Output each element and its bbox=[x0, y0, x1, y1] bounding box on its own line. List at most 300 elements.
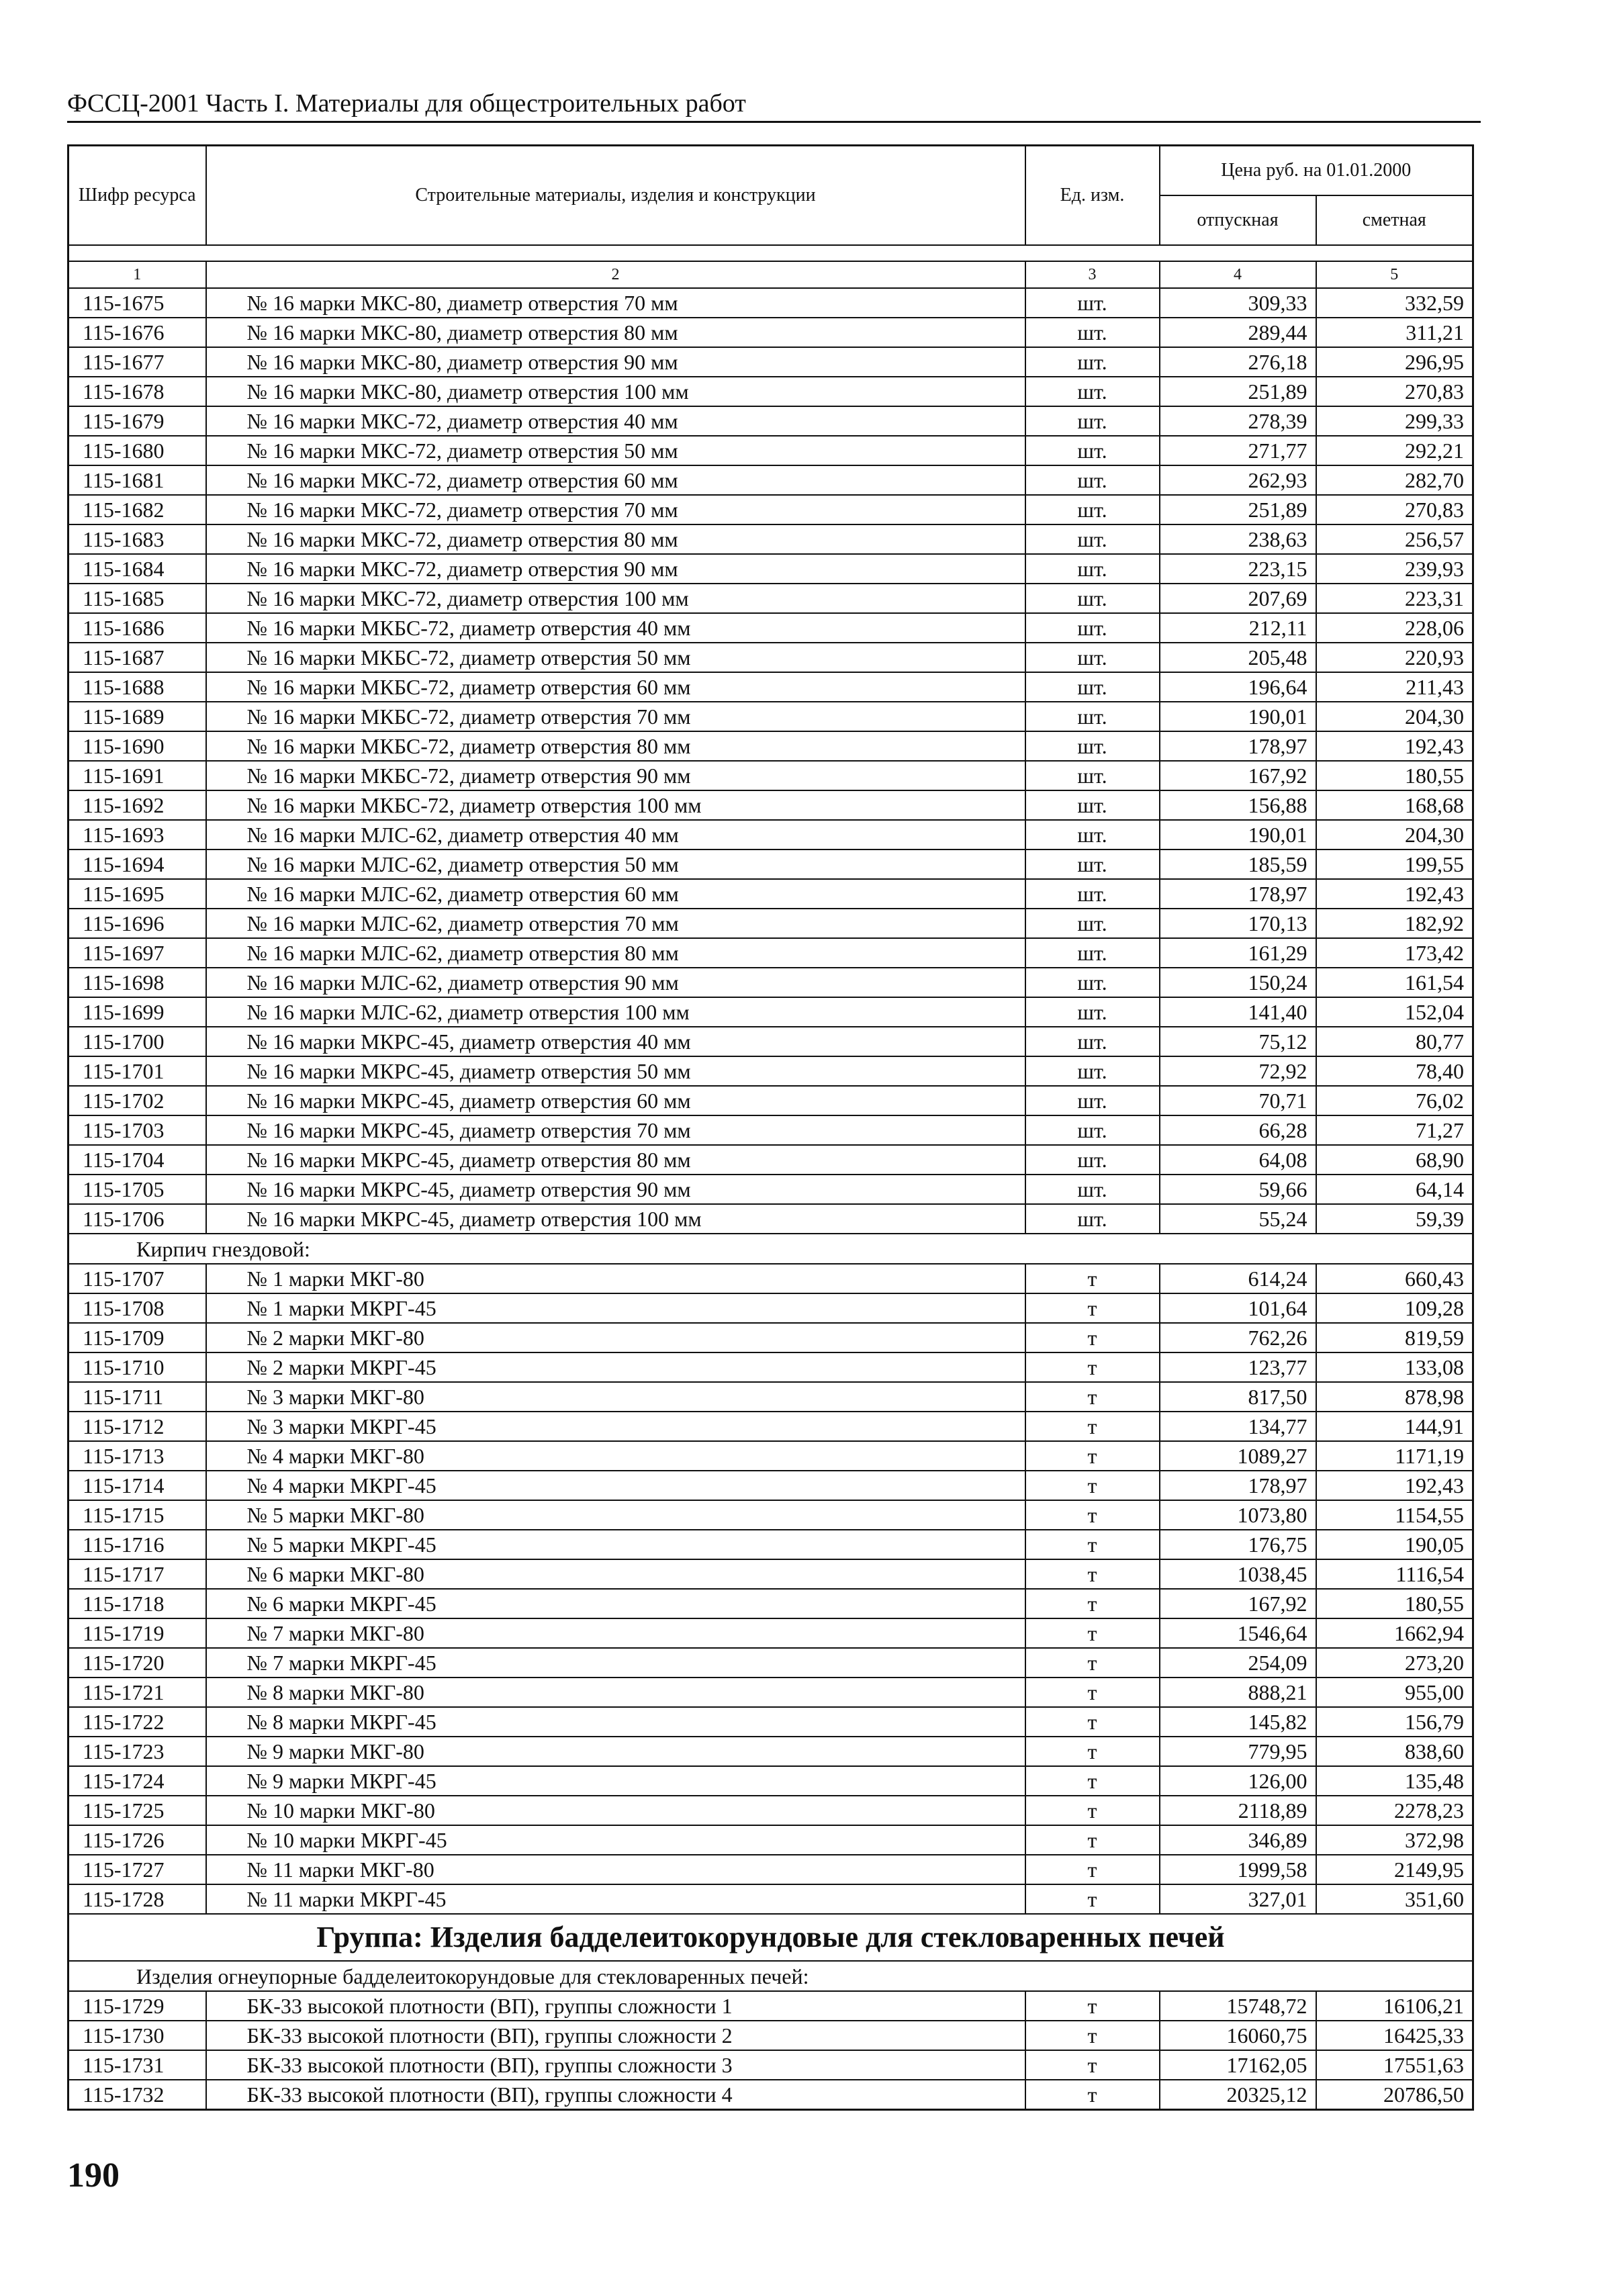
unit-cell: шт. bbox=[1025, 1056, 1160, 1086]
unit-cell: шт. bbox=[1025, 1145, 1160, 1175]
material-name-cell: № 16 марки МКРС-45, диаметр отверстия 50 мм bbox=[206, 1056, 1025, 1086]
release-price-cell: 123,77 bbox=[1160, 1352, 1316, 1382]
release-price-cell: 1073,80 bbox=[1160, 1500, 1316, 1530]
estimate-price-cell: 17551,63 bbox=[1316, 2050, 1473, 2080]
estimate-price-cell: 273,20 bbox=[1316, 1648, 1473, 1678]
column-header-release: отпускная bbox=[1160, 195, 1316, 245]
column-numbers-row bbox=[68, 261, 1473, 288]
estimate-price-cell: 173,42 bbox=[1316, 938, 1473, 968]
table-row bbox=[68, 1086, 1473, 1115]
unit-cell: шт. bbox=[1025, 909, 1160, 938]
release-price-cell: 278,39 bbox=[1160, 406, 1316, 436]
material-name-cell: № 16 марки МКС-80, диаметр отверстия 90 мм bbox=[206, 347, 1025, 377]
material-name-cell: № 16 марки МКБС-72, диаметр отверстия 40 мм bbox=[206, 613, 1025, 643]
estimate-price-cell: 228,06 bbox=[1316, 613, 1473, 643]
estimate-price-cell: 270,83 bbox=[1316, 377, 1473, 406]
estimate-price-cell: 351,60 bbox=[1316, 1884, 1473, 1914]
release-price-cell: 126,00 bbox=[1160, 1766, 1316, 1796]
unit-cell: т bbox=[1025, 1737, 1160, 1766]
material-name-cell: № 2 марки МКРГ-45 bbox=[206, 1352, 1025, 1382]
table-row bbox=[68, 909, 1473, 938]
unit-cell: т bbox=[1025, 1264, 1160, 1293]
unit-cell: шт. bbox=[1025, 790, 1160, 820]
resource-code-cell: 115-1716 bbox=[68, 1530, 206, 1559]
resource-code-cell: 115-1700 bbox=[68, 1027, 206, 1056]
unit-cell: шт. bbox=[1025, 495, 1160, 524]
column-number: 2 bbox=[206, 261, 1025, 288]
unit-cell: шт. bbox=[1025, 318, 1160, 347]
table-row bbox=[68, 1264, 1473, 1293]
release-price-cell: 223,15 bbox=[1160, 554, 1316, 584]
release-price-cell: 762,26 bbox=[1160, 1323, 1316, 1352]
estimate-price-cell: 2149,95 bbox=[1316, 1855, 1473, 1884]
release-price-cell: 289,44 bbox=[1160, 318, 1316, 347]
unit-cell: шт. bbox=[1025, 436, 1160, 465]
table-row bbox=[68, 1352, 1473, 1382]
section-label: Кирпич гнездовой: bbox=[68, 1234, 1473, 1264]
resource-code-cell: 115-1724 bbox=[68, 1766, 206, 1796]
section-b bbox=[68, 1234, 1473, 1264]
material-name-cell: № 16 марки МКБС-72, диаметр отверстия 80 мм bbox=[206, 731, 1025, 761]
material-name-cell: № 16 марки МКС-72, диаметр отверстия 40 мм bbox=[206, 406, 1025, 436]
table-row bbox=[68, 938, 1473, 968]
estimate-price-cell: 660,43 bbox=[1316, 1264, 1473, 1293]
resource-code-cell: 115-1684 bbox=[68, 554, 206, 584]
release-price-cell: 20325,12 bbox=[1160, 2080, 1316, 2110]
estimate-price-cell: 838,60 bbox=[1316, 1737, 1473, 1766]
unit-cell: т bbox=[1025, 1618, 1160, 1648]
release-price-cell: 64,08 bbox=[1160, 1145, 1316, 1175]
unit-cell: шт. bbox=[1025, 968, 1160, 997]
release-price-cell: 17162,05 bbox=[1160, 2050, 1316, 2080]
resource-code-cell: 115-1720 bbox=[68, 1648, 206, 1678]
release-price-cell: 178,97 bbox=[1160, 879, 1316, 909]
resource-code-cell: 115-1690 bbox=[68, 731, 206, 761]
unit-cell: шт. bbox=[1025, 347, 1160, 377]
material-name-cell: № 10 марки МКГ-80 bbox=[206, 1796, 1025, 1825]
unit-cell: шт. bbox=[1025, 820, 1160, 849]
estimate-price-cell: 71,27 bbox=[1316, 1115, 1473, 1145]
material-name-cell: БК-33 высокой плотности (ВП), группы сложности 2 bbox=[206, 2021, 1025, 2050]
column-number: 1 bbox=[68, 261, 206, 288]
unit-cell: т bbox=[1025, 1500, 1160, 1530]
table-row bbox=[68, 761, 1473, 790]
table-row bbox=[68, 1412, 1473, 1441]
column-header-price-group: Цена руб. на 01.01.2000 bbox=[1160, 146, 1473, 196]
estimate-price-cell: 78,40 bbox=[1316, 1056, 1473, 1086]
resource-code-cell: 115-1729 bbox=[68, 1991, 206, 2021]
release-price-cell: 185,59 bbox=[1160, 849, 1316, 879]
unit-cell: шт. bbox=[1025, 288, 1160, 318]
unit-cell: шт. bbox=[1025, 702, 1160, 731]
estimate-price-cell: 152,04 bbox=[1316, 997, 1473, 1027]
estimate-price-cell: 1154,55 bbox=[1316, 1500, 1473, 1530]
table-row bbox=[68, 1500, 1473, 1530]
release-price-cell: 101,64 bbox=[1160, 1293, 1316, 1323]
release-price-cell: 150,24 bbox=[1160, 968, 1316, 997]
estimate-price-cell: 133,08 bbox=[1316, 1352, 1473, 1382]
section-c bbox=[68, 1914, 1473, 1991]
table-row bbox=[68, 2050, 1473, 2080]
table-row bbox=[68, 288, 1473, 318]
release-price-cell: 59,66 bbox=[1160, 1175, 1316, 1204]
unit-cell: т bbox=[1025, 1855, 1160, 1884]
release-price-cell: 262,93 bbox=[1160, 465, 1316, 495]
material-name-cell: БК-33 высокой плотности (ВП), группы сложности 4 bbox=[206, 2080, 1025, 2110]
material-name-cell: № 16 марки МКРС-45, диаметр отверстия 60 мм bbox=[206, 1086, 1025, 1115]
material-name-cell: № 4 марки МКРГ-45 bbox=[206, 1471, 1025, 1500]
resource-code-cell: 115-1727 bbox=[68, 1855, 206, 1884]
release-price-cell: 888,21 bbox=[1160, 1678, 1316, 1707]
release-price-cell: 1089,27 bbox=[1160, 1441, 1316, 1471]
release-price-cell: 346,89 bbox=[1160, 1825, 1316, 1855]
material-name-cell: № 5 марки МКГ-80 bbox=[206, 1500, 1025, 1530]
release-price-cell: 190,01 bbox=[1160, 820, 1316, 849]
release-price-cell: 779,95 bbox=[1160, 1737, 1316, 1766]
table-row bbox=[68, 1707, 1473, 1737]
estimate-price-cell: 192,43 bbox=[1316, 1471, 1473, 1500]
resource-code-cell: 115-1698 bbox=[68, 968, 206, 997]
unit-cell: т bbox=[1025, 1825, 1160, 1855]
table-row bbox=[68, 1796, 1473, 1825]
resource-code-cell: 115-1723 bbox=[68, 1737, 206, 1766]
material-name-cell: № 16 марки МКРС-45, диаметр отверстия 90 мм bbox=[206, 1175, 1025, 1204]
unit-cell: шт. bbox=[1025, 584, 1160, 613]
material-name-cell: № 16 марки МКС-72, диаметр отверстия 50 мм bbox=[206, 436, 1025, 465]
table-row bbox=[68, 702, 1473, 731]
release-price-cell: 251,89 bbox=[1160, 377, 1316, 406]
material-name-cell: № 1 марки МКГ-80 bbox=[206, 1264, 1025, 1293]
table-row bbox=[68, 1115, 1473, 1145]
unit-cell: шт. bbox=[1025, 761, 1160, 790]
estimate-price-cell: 59,39 bbox=[1316, 1204, 1473, 1234]
table-row bbox=[68, 584, 1473, 613]
estimate-price-cell: 239,93 bbox=[1316, 554, 1473, 584]
column-header-estimate: сметная bbox=[1316, 195, 1473, 245]
table-row bbox=[68, 613, 1473, 643]
table-row bbox=[68, 1991, 1473, 2021]
material-name-cell: № 16 марки МКС-72, диаметр отверстия 90 мм bbox=[206, 554, 1025, 584]
release-price-cell: 251,89 bbox=[1160, 495, 1316, 524]
release-price-cell: 178,97 bbox=[1160, 731, 1316, 761]
unit-cell: шт. bbox=[1025, 377, 1160, 406]
unit-cell: шт. bbox=[1025, 554, 1160, 584]
material-name-cell: № 16 марки МЛС-62, диаметр отверстия 50 мм bbox=[206, 849, 1025, 879]
estimate-price-cell: 292,21 bbox=[1316, 436, 1473, 465]
estimate-price-cell: 161,54 bbox=[1316, 968, 1473, 997]
estimate-price-cell: 180,55 bbox=[1316, 761, 1473, 790]
unit-cell: т bbox=[1025, 1678, 1160, 1707]
unit-cell: т bbox=[1025, 1441, 1160, 1471]
table-row bbox=[68, 643, 1473, 672]
material-name-cell: № 16 марки МКС-80, диаметр отверстия 100 мм bbox=[206, 377, 1025, 406]
header-gap bbox=[68, 245, 1473, 261]
resource-code-cell: 115-1717 bbox=[68, 1559, 206, 1589]
estimate-price-cell: 16425,33 bbox=[1316, 2021, 1473, 2050]
unit-cell: шт. bbox=[1025, 1115, 1160, 1145]
resource-code-cell: 115-1728 bbox=[68, 1884, 206, 1914]
material-name-cell: № 16 марки МКС-72, диаметр отверстия 60 мм bbox=[206, 465, 1025, 495]
material-name-cell: № 16 марки МЛС-62, диаметр отверстия 40 мм bbox=[206, 820, 1025, 849]
resource-code-cell: 115-1694 bbox=[68, 849, 206, 879]
table-row bbox=[68, 1204, 1473, 1234]
material-name-cell: № 7 марки МКГ-80 bbox=[206, 1618, 1025, 1648]
release-price-cell: 196,64 bbox=[1160, 672, 1316, 702]
material-name-cell: № 10 марки МКРГ-45 bbox=[206, 1825, 1025, 1855]
unit-cell: шт. bbox=[1025, 879, 1160, 909]
resource-code-cell: 115-1732 bbox=[68, 2080, 206, 2110]
resource-code-cell: 115-1689 bbox=[68, 702, 206, 731]
resource-code-cell: 115-1708 bbox=[68, 1293, 206, 1323]
table-row bbox=[68, 347, 1473, 377]
resource-code-cell: 115-1731 bbox=[68, 2050, 206, 2080]
rows-group-b bbox=[68, 1264, 1473, 1914]
estimate-price-cell: 878,98 bbox=[1316, 1382, 1473, 1412]
resource-code-cell: 115-1714 bbox=[68, 1471, 206, 1500]
material-name-cell: № 8 марки МКГ-80 bbox=[206, 1678, 1025, 1707]
release-price-cell: 309,33 bbox=[1160, 288, 1316, 318]
table-row bbox=[68, 879, 1473, 909]
unit-cell: шт. bbox=[1025, 524, 1160, 554]
estimate-price-cell: 296,95 bbox=[1316, 347, 1473, 377]
unit-cell: т bbox=[1025, 1796, 1160, 1825]
estimate-price-cell: 256,57 bbox=[1316, 524, 1473, 554]
resource-code-cell: 115-1710 bbox=[68, 1352, 206, 1382]
table-row bbox=[68, 1175, 1473, 1204]
material-name-cell: № 9 марки МКГ-80 bbox=[206, 1737, 1025, 1766]
estimate-price-cell: 192,43 bbox=[1316, 879, 1473, 909]
release-price-cell: 15748,72 bbox=[1160, 1991, 1316, 2021]
release-price-cell: 178,97 bbox=[1160, 1471, 1316, 1500]
resource-code-cell: 115-1712 bbox=[68, 1412, 206, 1441]
unit-cell: шт. bbox=[1025, 849, 1160, 879]
estimate-price-cell: 220,93 bbox=[1316, 643, 1473, 672]
release-price-cell: 161,29 bbox=[1160, 938, 1316, 968]
resource-code-cell: 115-1719 bbox=[68, 1618, 206, 1648]
unit-cell: т bbox=[1025, 1530, 1160, 1559]
material-name-cell: № 16 марки МКРС-45, диаметр отверстия 100 мм bbox=[206, 1204, 1025, 1234]
unit-cell: т bbox=[1025, 1707, 1160, 1737]
resource-code-cell: 115-1703 bbox=[68, 1115, 206, 1145]
material-name-cell: № 16 марки МКБС-72, диаметр отверстия 100 мм bbox=[206, 790, 1025, 820]
resource-code-cell: 115-1721 bbox=[68, 1678, 206, 1707]
release-price-cell: 276,18 bbox=[1160, 347, 1316, 377]
table-row bbox=[68, 436, 1473, 465]
estimate-price-cell: 76,02 bbox=[1316, 1086, 1473, 1115]
resource-code-cell: 115-1701 bbox=[68, 1056, 206, 1086]
resource-code-cell: 115-1691 bbox=[68, 761, 206, 790]
table-row bbox=[68, 820, 1473, 849]
table-row bbox=[68, 672, 1473, 702]
release-price-cell: 817,50 bbox=[1160, 1382, 1316, 1412]
release-price-cell: 254,09 bbox=[1160, 1648, 1316, 1678]
material-name-cell: № 16 марки МКРС-45, диаметр отверстия 70 мм bbox=[206, 1115, 1025, 1145]
unit-cell: т bbox=[1025, 1412, 1160, 1441]
release-price-cell: 70,71 bbox=[1160, 1086, 1316, 1115]
rows-group-a bbox=[68, 288, 1473, 1234]
table-row bbox=[68, 1441, 1473, 1471]
release-price-cell: 327,01 bbox=[1160, 1884, 1316, 1914]
release-price-cell: 75,12 bbox=[1160, 1027, 1316, 1056]
table-row bbox=[68, 968, 1473, 997]
table-row bbox=[68, 2021, 1473, 2050]
table-row bbox=[68, 1382, 1473, 1412]
unit-cell: шт. bbox=[1025, 465, 1160, 495]
resource-code-cell: 115-1706 bbox=[68, 1204, 206, 1234]
estimate-price-cell: 299,33 bbox=[1316, 406, 1473, 436]
release-price-cell: 145,82 bbox=[1160, 1707, 1316, 1737]
release-price-cell: 141,40 bbox=[1160, 997, 1316, 1027]
material-name-cell: № 16 марки МКС-72, диаметр отверстия 70 мм bbox=[206, 495, 1025, 524]
table-row bbox=[68, 1056, 1473, 1086]
resource-code-cell: 115-1711 bbox=[68, 1382, 206, 1412]
estimate-price-cell: 211,43 bbox=[1316, 672, 1473, 702]
section-row bbox=[68, 1234, 1473, 1264]
estimate-price-cell: 311,21 bbox=[1316, 318, 1473, 347]
release-price-cell: 72,92 bbox=[1160, 1056, 1316, 1086]
resource-code-cell: 115-1699 bbox=[68, 997, 206, 1027]
release-price-cell: 1546,64 bbox=[1160, 1618, 1316, 1648]
estimate-price-cell: 64,14 bbox=[1316, 1175, 1473, 1204]
section-label: Изделия огнеупорные бадделеитокорундовые для стекловаренных печей: bbox=[68, 1961, 1473, 1991]
column-number: 3 bbox=[1025, 261, 1160, 288]
release-price-cell: 156,88 bbox=[1160, 790, 1316, 820]
release-price-cell: 614,24 bbox=[1160, 1264, 1316, 1293]
material-name-cell: № 16 марки МЛС-62, диаметр отверстия 100 мм bbox=[206, 997, 1025, 1027]
release-price-cell: 167,92 bbox=[1160, 761, 1316, 790]
column-number: 4 bbox=[1160, 261, 1316, 288]
table-row bbox=[68, 1293, 1473, 1323]
table-row bbox=[68, 731, 1473, 761]
section-row bbox=[68, 1961, 1473, 1991]
release-price-cell: 190,01 bbox=[1160, 702, 1316, 731]
unit-cell: шт. bbox=[1025, 938, 1160, 968]
estimate-price-cell: 144,91 bbox=[1316, 1412, 1473, 1441]
resource-code-cell: 115-1680 bbox=[68, 436, 206, 465]
resource-code-cell: 115-1696 bbox=[68, 909, 206, 938]
unit-cell: т bbox=[1025, 1589, 1160, 1618]
estimate-price-cell: 282,70 bbox=[1316, 465, 1473, 495]
column-header-name: Строительные материалы, изделия и конструкции bbox=[206, 146, 1025, 246]
table-row bbox=[68, 1678, 1473, 1707]
resource-code-cell: 115-1686 bbox=[68, 613, 206, 643]
resource-code-cell: 115-1687 bbox=[68, 643, 206, 672]
unit-cell: т bbox=[1025, 1766, 1160, 1796]
material-name-cell: № 1 марки МКРГ-45 bbox=[206, 1293, 1025, 1323]
estimate-price-cell: 223,31 bbox=[1316, 584, 1473, 613]
release-price-cell: 2118,89 bbox=[1160, 1796, 1316, 1825]
material-name-cell: № 16 марки МКС-80, диаметр отверстия 80 мм bbox=[206, 318, 1025, 347]
estimate-price-cell: 1662,94 bbox=[1316, 1618, 1473, 1648]
table-row bbox=[68, 554, 1473, 584]
resource-code-cell: 115-1726 bbox=[68, 1825, 206, 1855]
group-heading: Группа: Изделия бадделеитокорундовые для стекловаренных печей bbox=[68, 1914, 1473, 1961]
material-name-cell: № 3 марки МКРГ-45 bbox=[206, 1412, 1025, 1441]
resource-code-cell: 115-1715 bbox=[68, 1500, 206, 1530]
material-name-cell: № 16 марки МКС-80, диаметр отверстия 70 мм bbox=[206, 288, 1025, 318]
resource-code-cell: 115-1730 bbox=[68, 2021, 206, 2050]
table-row bbox=[68, 524, 1473, 554]
resource-code-cell: 115-1692 bbox=[68, 790, 206, 820]
release-price-cell: 1038,45 bbox=[1160, 1559, 1316, 1589]
material-name-cell: № 3 марки МКГ-80 bbox=[206, 1382, 1025, 1412]
table-row bbox=[68, 1766, 1473, 1796]
release-price-cell: 134,77 bbox=[1160, 1412, 1316, 1441]
unit-cell: т bbox=[1025, 1323, 1160, 1352]
release-price-cell: 207,69 bbox=[1160, 584, 1316, 613]
estimate-price-cell: 1116,54 bbox=[1316, 1559, 1473, 1589]
resource-code-cell: 115-1676 bbox=[68, 318, 206, 347]
resource-code-cell: 115-1697 bbox=[68, 938, 206, 968]
material-name-cell: № 11 марки МКГ-80 bbox=[206, 1855, 1025, 1884]
header-gap-cell bbox=[68, 245, 1473, 261]
estimate-price-cell: 372,98 bbox=[1316, 1825, 1473, 1855]
material-name-cell: № 16 марки МКС-72, диаметр отверстия 100 мм bbox=[206, 584, 1025, 613]
resource-code-cell: 115-1725 bbox=[68, 1796, 206, 1825]
resource-code-cell: 115-1702 bbox=[68, 1086, 206, 1115]
table-row bbox=[68, 790, 1473, 820]
material-name-cell: № 16 марки МКБС-72, диаметр отверстия 50 мм bbox=[206, 643, 1025, 672]
material-name-cell: № 16 марки МЛС-62, диаметр отверстия 60 мм bbox=[206, 879, 1025, 909]
estimate-price-cell: 332,59 bbox=[1316, 288, 1473, 318]
release-price-cell: 238,63 bbox=[1160, 524, 1316, 554]
estimate-price-cell: 204,30 bbox=[1316, 702, 1473, 731]
resource-code-cell: 115-1682 bbox=[68, 495, 206, 524]
estimate-price-cell: 190,05 bbox=[1316, 1530, 1473, 1559]
resource-code-cell: 115-1685 bbox=[68, 584, 206, 613]
unit-cell: шт. bbox=[1025, 613, 1160, 643]
unit-cell: шт. bbox=[1025, 672, 1160, 702]
unit-cell: т bbox=[1025, 1648, 1160, 1678]
resource-code-cell: 115-1693 bbox=[68, 820, 206, 849]
material-name-cell: № 5 марки МКРГ-45 bbox=[206, 1530, 1025, 1559]
estimate-price-cell: 180,55 bbox=[1316, 1589, 1473, 1618]
material-name-cell: № 7 марки МКРГ-45 bbox=[206, 1648, 1025, 1678]
resource-code-cell: 115-1681 bbox=[68, 465, 206, 495]
estimate-price-cell: 819,59 bbox=[1316, 1323, 1473, 1352]
material-name-cell: № 16 марки МЛС-62, диаметр отверстия 90 мм bbox=[206, 968, 1025, 997]
table-row bbox=[68, 1737, 1473, 1766]
material-name-cell: № 11 марки МКРГ-45 bbox=[206, 1884, 1025, 1914]
unit-cell: шт. bbox=[1025, 643, 1160, 672]
price-table bbox=[67, 144, 1474, 2111]
estimate-price-cell: 68,90 bbox=[1316, 1145, 1473, 1175]
unit-cell: т bbox=[1025, 2080, 1160, 2110]
table-row bbox=[68, 377, 1473, 406]
unit-cell: т bbox=[1025, 1884, 1160, 1914]
group-heading-row bbox=[68, 1914, 1473, 1961]
release-price-cell: 205,48 bbox=[1160, 643, 1316, 672]
resource-code-cell: 115-1677 bbox=[68, 347, 206, 377]
estimate-price-cell: 156,79 bbox=[1316, 1707, 1473, 1737]
resource-code-cell: 115-1688 bbox=[68, 672, 206, 702]
release-price-cell: 167,92 bbox=[1160, 1589, 1316, 1618]
estimate-price-cell: 199,55 bbox=[1316, 849, 1473, 879]
table-row bbox=[68, 1323, 1473, 1352]
estimate-price-cell: 20786,50 bbox=[1316, 2080, 1473, 2110]
table-row bbox=[68, 318, 1473, 347]
column-header-unit: Ед. изм. bbox=[1025, 146, 1160, 246]
table-row bbox=[68, 1825, 1473, 1855]
unit-cell: т bbox=[1025, 1559, 1160, 1589]
estimate-price-cell: 16106,21 bbox=[1316, 1991, 1473, 2021]
estimate-price-cell: 192,43 bbox=[1316, 731, 1473, 761]
material-name-cell: № 6 марки МКРГ-45 bbox=[206, 1589, 1025, 1618]
column-number: 5 bbox=[1316, 261, 1473, 288]
material-name-cell: № 16 марки МКБС-72, диаметр отверстия 90 мм bbox=[206, 761, 1025, 790]
unit-cell: т bbox=[1025, 1293, 1160, 1323]
column-header-code: Шифр ресурса bbox=[68, 146, 206, 246]
